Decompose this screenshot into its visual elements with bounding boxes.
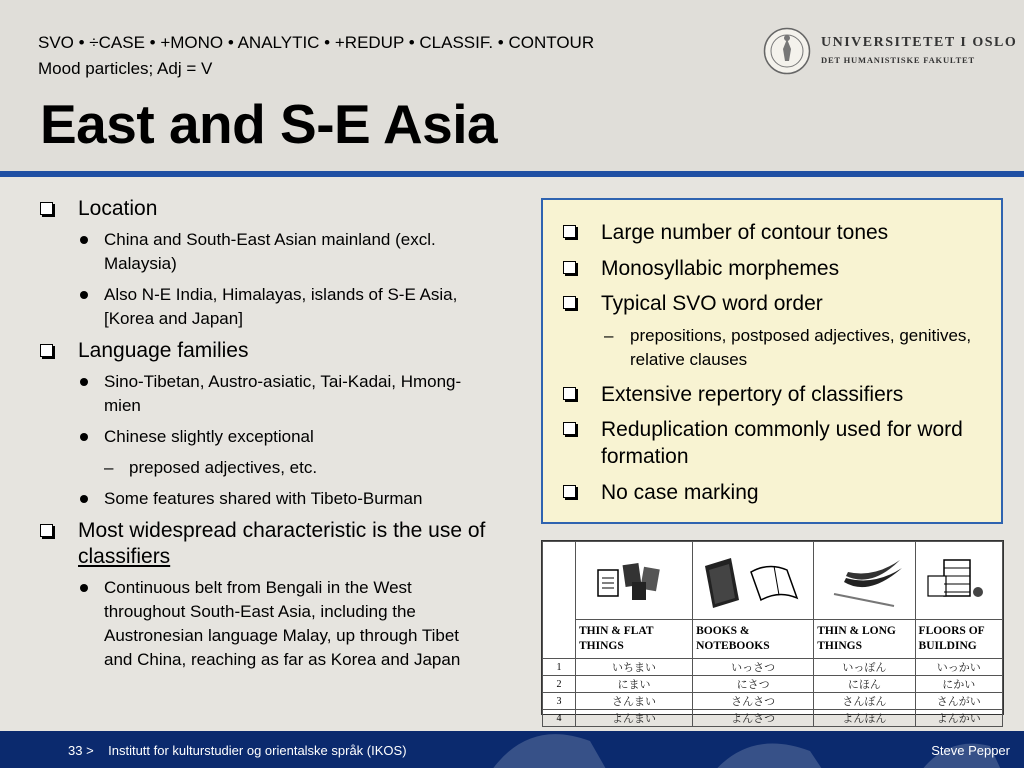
sub-list-item: – preposed adjectives, etc. [104, 458, 318, 477]
page-title: East and S-E Asia [40, 93, 498, 155]
panel-item: Reduplication commonly used for word formation [561, 416, 981, 470]
table-row: 4 よんまい よんさつ よんほん よんかい [543, 710, 1003, 727]
features-panel [541, 198, 1003, 524]
logo-university-name: UNIVERSITETET I OSLO [821, 35, 1018, 50]
checkbox-bullet-icon [563, 261, 576, 274]
list-item: Some features shared with Tibeto-Burman [38, 487, 488, 511]
column-header: THIN & LONG THINGS [814, 620, 915, 659]
table-row: 2 にまい にさつ にほん にかい [543, 676, 1003, 693]
page-number: 33 > [68, 743, 94, 758]
checkbox-bullet-icon [563, 296, 576, 309]
list-item: Continuous belt from Bengali in the West throughout South-East Asia, including the Austronesian language Malay, up through Tibet and China, reaching as far as Korea and Japan [38, 576, 488, 672]
bananas-icon [814, 542, 915, 620]
list-item: Sino-Tibetan, Austro-asiatic, Tai-Kadai, Hmong-mien [38, 370, 488, 418]
footer-left [68, 743, 407, 758]
classifiers-link[interactable]: classifiers [78, 545, 171, 568]
checkbox-bullet-icon [563, 225, 576, 238]
panel-item: Monosyllabic morphemes [561, 255, 981, 282]
list-item: Chinese slightly exceptional [38, 425, 488, 449]
dot-bullet-icon [80, 495, 88, 503]
header-rule [0, 171, 1024, 177]
features-line-1: SVO • ÷CASE • +MONO • ANALYTIC • +REDUP • CLASSIF. • CONTOUR [38, 33, 595, 52]
panel-item: Extensive repertory of classifiers [561, 381, 981, 408]
checkbox-bullet-icon [40, 344, 53, 357]
footer-bar [0, 731, 1024, 768]
classifier-table [541, 540, 1004, 725]
table-row: 3 さんまい さんさつ さんぼん さんがい [543, 693, 1003, 710]
panel-item: No case marking [561, 479, 981, 506]
checkbox-bullet-icon [563, 387, 576, 400]
list-item: Also N-E India, Himalayas, islands of S-E Asia, [Korea and Japan] [38, 283, 488, 331]
checkbox-bullet-icon [40, 524, 53, 537]
dot-bullet-icon [80, 236, 88, 244]
checkbox-bullet-icon [563, 485, 576, 498]
column-header: THIN & FLAT THINGS [576, 620, 693, 659]
column-header: FLOORS OF BUILDING [915, 620, 1002, 659]
checkbox-bullet-icon [563, 422, 576, 435]
flat-papers-icon [576, 542, 693, 620]
bullet-location: Location [38, 196, 488, 222]
dot-bullet-icon [80, 378, 88, 386]
building-icon [915, 542, 1002, 620]
panel-sub-item: – prepositions, postposed adjectives, genitives, relative clauses [604, 326, 972, 369]
dot-bullet-icon [80, 433, 88, 441]
features-line-2: Mood particles; Adj = V [38, 59, 213, 78]
checkbox-bullet-icon [40, 202, 53, 215]
dot-bullet-icon [80, 291, 88, 299]
dot-bullet-icon [80, 584, 88, 592]
bullet-widespread-characteristic: Most widespread characteristic is the use of classifiers [38, 518, 488, 570]
list-item: China and South-East Asian mainland (excl. Malaysia) [38, 228, 488, 276]
logo-faculty-name: DET HUMANISTISKE FAKULTET [821, 55, 975, 65]
panel-item: Typical SVO word order [561, 290, 981, 317]
footer-institute: Institutt for kulturstudier og orientalske språk (IKOS) [108, 743, 407, 758]
table-row: 1 いちまい いっさつ いっぽん いっかい [543, 659, 1003, 676]
column-header: BOOKS & NOTEBOOKS [693, 620, 814, 659]
university-seal-icon [763, 27, 811, 75]
left-column [38, 196, 488, 679]
footer-author: Steve Pepper [931, 743, 1010, 758]
books-icon [693, 542, 814, 620]
panel-item: Large number of contour tones [561, 219, 981, 246]
bullet-language-families: Language families [38, 338, 488, 364]
